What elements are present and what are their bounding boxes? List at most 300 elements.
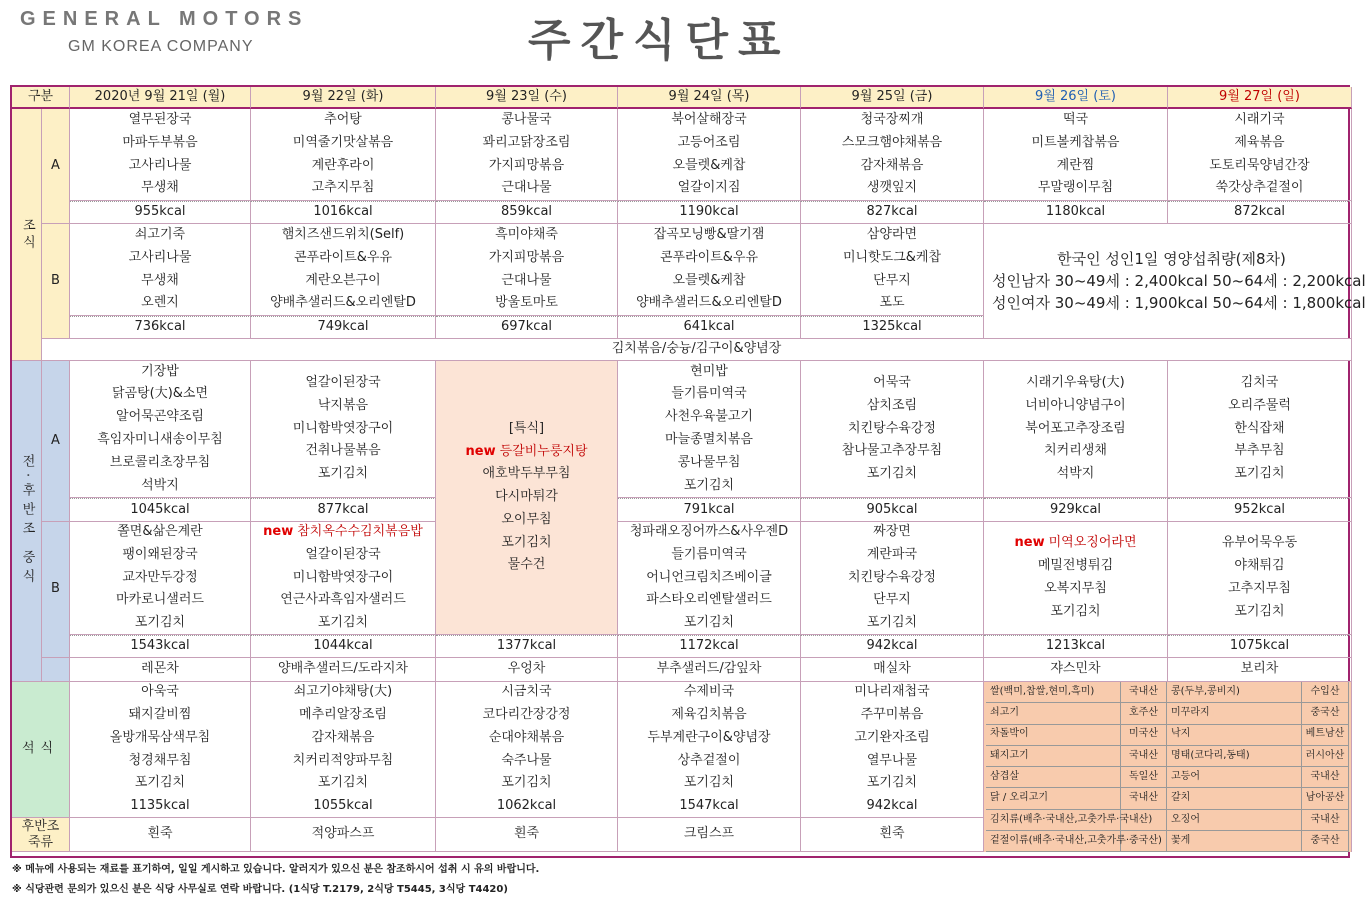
menu-item: 포기김치 (501, 775, 552, 791)
course-label: A (51, 432, 60, 448)
kcal-value: 1062kcal (496, 798, 557, 814)
breakfast-b-menu (251, 224, 436, 316)
breakfast-label (12, 109, 42, 361)
footer-notes (12, 860, 539, 900)
origin-country: 독일산 (1121, 767, 1167, 788)
breakfast-b-kcal (801, 316, 984, 339)
menu-item: 오렌지 (141, 295, 179, 311)
special-main (466, 441, 588, 464)
day-label: 9월 24일 (목) (668, 88, 750, 104)
menu-item: 꽈리고닭장조림 (482, 134, 571, 150)
drink-item: 레몬차 (141, 661, 179, 677)
menu-item: 청국장찌개 (860, 111, 924, 127)
dinner-menu (618, 682, 801, 818)
menu-item: 계란오븐구이 (305, 272, 381, 288)
kcal-value: 736kcal (134, 319, 186, 335)
menu-item: 흑미야채죽 (495, 226, 558, 242)
menu-item: 제육김치볶음 (671, 706, 747, 722)
menu-item: 방울토마토 (495, 295, 558, 311)
menu-item: 석박지 (141, 477, 179, 493)
menu-item: 치커리생채 (1044, 443, 1107, 459)
day-header (436, 87, 618, 109)
origin-country: 국내산 (1302, 767, 1349, 788)
course-label: B (51, 581, 60, 597)
kcal-value: 877kcal (317, 501, 369, 517)
menu-item: 포기김치 (683, 775, 735, 791)
menu-item: 포기김치 (134, 615, 186, 631)
new-badge: new (1014, 535, 1045, 551)
menu-item: 시래기우육탕(大) (1026, 375, 1125, 390)
day-header (984, 87, 1168, 109)
menu-item: 오리주물럭 (1228, 397, 1291, 413)
origin-country: 국내산 (1121, 682, 1167, 703)
lunch-a-kcal (1168, 498, 1352, 522)
breakfast-b-label (42, 224, 70, 339)
lunch-a-kcal (70, 498, 251, 522)
brand-subtitle: GM KOREA COMPANY (68, 38, 254, 55)
lunch-drink (984, 658, 1168, 682)
menu-item: 사천우육불고기 (665, 409, 753, 425)
kcal-value: 1045kcal (130, 501, 190, 517)
menu-item: 치킨탕수육강정 (848, 420, 936, 436)
day-header (1168, 87, 1352, 109)
menu-item: 청파래오징어까스&사우젠D (629, 524, 789, 540)
menu-item: 포기김치 (683, 615, 735, 631)
menu-item: 오믈렛&케찹 (672, 272, 746, 288)
breakfast-a-label (42, 109, 70, 224)
menu-item: 미니함박엿장구이 (292, 420, 394, 436)
menu-item: 고추지무침 (311, 180, 375, 196)
kcal-value: 1377kcal (496, 638, 557, 654)
lunch-drink (436, 658, 618, 682)
new-menu-item: 등갈비누룽지탕 (499, 443, 588, 459)
menu-item: 가지피망볶음 (488, 157, 565, 173)
lunch-a-menu (251, 361, 436, 498)
lunch-a-menu (70, 361, 251, 498)
origin-country: 국내산 (1121, 746, 1167, 767)
breakfast-a-kcal (1168, 201, 1352, 224)
breakfast-b-kcal (251, 316, 436, 339)
lunch-a-menu (984, 361, 1168, 498)
origin-country: 중국산 (1302, 703, 1349, 724)
menu-item: 계란찜 (1056, 157, 1095, 173)
lunch-a-kcal (801, 498, 984, 522)
menu-item: 너비아니양념구이 (1025, 397, 1126, 413)
late-menu (70, 818, 251, 852)
kcal-value: 929kcal (1049, 501, 1102, 517)
menu-item: 쫄면&삶은계란 (117, 524, 203, 540)
menu-item: 연근사과흑임자샐러드 (280, 592, 406, 608)
breakfast-a-menu (801, 109, 984, 201)
menu-item: 마카로니샐러드 (116, 592, 204, 608)
menu-item: 오이무침 (501, 511, 552, 527)
footer-note-contact: ※ 식당관련 문의가 있으신 분은 식당 사무실로 연락 바랍니다. (1식당 T.2179, 2식당 T5445, 3식당 T4420) (12, 884, 508, 895)
kcal-value: 859kcal (500, 204, 553, 220)
day-label: 9월 27일 (일) (1219, 88, 1300, 104)
origin-ingredient: 겉절이류(배추·국내산,고춧가루·중국산) (986, 831, 1121, 852)
menu-item: 파스타오리엔탈샐러드 (646, 592, 772, 608)
breakfast-a-menu (1168, 109, 1352, 201)
kcal-value: 1135kcal (130, 798, 190, 814)
menu-item: 미니핫도그&케찹 (842, 249, 942, 265)
breakfast-b-menu (801, 224, 984, 316)
menu-item: 낙지볶음 (317, 397, 369, 413)
menu-item: 다시마튀각 (495, 489, 558, 505)
kcal-value: 641kcal (683, 319, 735, 335)
nutrition-title: 한국인 성인1일 영양섭취량(제8차) (1057, 250, 1286, 268)
menu-item: 브로콜리초장무침 (109, 454, 211, 470)
dinner-label (12, 682, 70, 818)
new-menu-item: 참치옥수수김치볶음밥 (297, 524, 423, 540)
menu-item: 치킨탕수육강정 (848, 569, 936, 585)
menu-item: 메밀전병튀김 (1037, 558, 1114, 574)
kcal-value: 1044kcal (313, 638, 373, 654)
menu-item: 콘푸라이트&우유 (659, 249, 759, 265)
lunch-a-label (42, 361, 70, 522)
lunch-b-menu (618, 522, 801, 635)
menu-item: 제육볶음 (1234, 134, 1285, 150)
breakfast-a-kcal (801, 201, 984, 224)
menu-item: 가지피망볶음 (488, 249, 565, 265)
kcal-value: 1016kcal (313, 204, 373, 220)
menu-item: 순대야채볶음 (488, 729, 565, 745)
lunch-b-menu (1168, 522, 1352, 635)
origin-country: 베트남산 (1302, 725, 1349, 746)
menu-item: 양배추샐러드&오리엔탈D (270, 295, 416, 311)
menu-item: 김치국 (1240, 375, 1279, 390)
origin-country: 러시아산 (1302, 746, 1349, 767)
lunch-b-kcal (70, 635, 251, 658)
course-label: A (51, 157, 60, 173)
menu-item: 주꾸미볶음 (860, 706, 924, 722)
breakfast-common (42, 339, 1352, 361)
kcal-value: 791kcal (683, 501, 735, 517)
menu-item: 한식잡채 (1234, 420, 1285, 436)
lunch-a-kcal (618, 498, 801, 522)
kcal-value: 1190kcal (679, 204, 739, 220)
breakfast-b-menu (618, 224, 801, 316)
menu-item: 미트볼케찹볶음 (1031, 134, 1120, 150)
menu-item: 도토리묵양념간장 (1209, 157, 1310, 173)
lunch-b-kcal (984, 635, 1168, 658)
menu-item: 치커리적양파무침 (292, 752, 394, 768)
menu-item: 고등어조림 (677, 134, 741, 150)
lunch-drink (1168, 658, 1352, 682)
menu-item: 흑임자미니새송이무침 (97, 432, 223, 447)
menu-item: 아욱국 (141, 684, 179, 700)
breakfast-b-kcal (618, 316, 801, 339)
menu-item: 포기김치 (683, 477, 735, 493)
day-header (251, 87, 436, 109)
lunch-b-kcal (1168, 635, 1352, 658)
menu-item: 부추무침 (1234, 443, 1285, 459)
menu-item: 어묵국 (873, 375, 911, 390)
drink-item: 부추샐러드/감잎차 (656, 661, 762, 677)
kcal-value: 942kcal (866, 798, 918, 814)
lunch-a-kcal (984, 498, 1168, 522)
meal-label: 후반조 죽류 (21, 818, 60, 850)
lunch-b-kcal (251, 635, 436, 658)
meal-label: 석식 (21, 741, 60, 757)
menu-item: 콘푸라이트&우유 (293, 249, 393, 265)
day-label: 2020년 9월 21일 (월) (94, 88, 226, 104)
menu-table (10, 85, 1366, 858)
menu-item: 삼치조림 (866, 397, 918, 413)
dinner-menu (436, 682, 618, 818)
lunch-b-kcal (618, 635, 801, 658)
late-menu (618, 818, 801, 852)
breakfast-a-menu (984, 109, 1168, 201)
brand-logo: GENERAL MOTORS (20, 8, 309, 30)
late-item: 적양파스프 (311, 826, 375, 842)
menu-item: 근대나물 (501, 272, 552, 288)
menu-item: 추어탕 (324, 111, 362, 127)
menu-item: 숙주나물 (501, 752, 552, 768)
late-menu (251, 818, 436, 852)
menu-item: 물수건 (507, 557, 546, 573)
menu-item: 무생채 (141, 272, 179, 288)
menu-item: 돼지갈비찜 (128, 706, 192, 722)
menu-item: 떡국 (1062, 111, 1089, 127)
menu-item: 코다리간장강정 (482, 706, 571, 722)
menu-item: 교자만두강정 (122, 569, 198, 585)
breakfast-a-menu (618, 109, 801, 201)
lunch-drink (801, 658, 984, 682)
lunch-a-menu (618, 361, 801, 498)
menu-item: 단무지 (873, 592, 911, 608)
menu-item: 콩나물국 (501, 111, 552, 127)
origin-ingredient: 미꾸라지 (1167, 703, 1302, 724)
menu-item: 유부어묵우동 (1221, 535, 1298, 551)
lunch-label (12, 361, 42, 682)
menu-item: 들기름미역국 (671, 386, 747, 402)
late-label (12, 818, 70, 852)
origin-country: 미국산 (1121, 725, 1167, 746)
kcal-value: 872kcal (1233, 204, 1286, 220)
menu-item: 포도 (879, 295, 905, 311)
kcal-value: 1325kcal (862, 319, 922, 335)
menu-item: 기장밥 (141, 363, 179, 379)
kcal-value: 827kcal (866, 204, 918, 220)
menu-item: 쇠고기야채탕(大) (293, 684, 393, 700)
menu-item: 시래기국 (1234, 111, 1285, 127)
day-label: 9월 23일 (수) (486, 88, 567, 104)
special-kcal (436, 635, 618, 658)
origin-table (984, 682, 1352, 852)
menu-item: 포기김치 (1234, 603, 1285, 619)
menu-item: 현미밥 (690, 363, 728, 379)
menu-item (263, 521, 423, 544)
menu-item: 단무지 (873, 272, 911, 288)
menu-item: 어니언크림치즈베이글 (646, 569, 772, 585)
kcal-value: 1180kcal (1045, 204, 1106, 220)
late-item: 흰죽 (147, 826, 173, 842)
kcal-value: 942kcal (866, 638, 918, 654)
day-header (801, 87, 984, 109)
menu-item: 짜장면 (873, 524, 911, 540)
lunch-b-menu (801, 522, 984, 635)
origin-ingredient: 갈치 (1167, 788, 1302, 809)
kcal-value: 1055kcal (313, 798, 373, 814)
day-header (70, 87, 251, 109)
lunch-drink (70, 658, 251, 682)
category-label: 구분 (27, 88, 54, 104)
menu-item: 포기김치 (317, 775, 369, 791)
menu-item: 포기김치 (1050, 603, 1101, 619)
late-menu (801, 818, 984, 852)
menu-item: 생깻잎지 (866, 180, 918, 196)
lunch-b-menu (251, 522, 436, 635)
origin-country (1121, 831, 1167, 852)
menu-item: 북어포고추장조림 (1025, 420, 1126, 436)
breakfast-a-kcal (984, 201, 1168, 224)
lunch-drink (618, 658, 801, 682)
menu-item: 상추겉절이 (677, 752, 741, 768)
kcal-value: 952kcal (1233, 501, 1286, 517)
footer-note-allergy: ※ 메뉴에 사용되는 재료를 표기하여, 일일 게시하고 있습니다. 알러지가 있으신 분은 참조하시어 섭취 시 유의 바랍니다. (12, 864, 540, 875)
menu-item: 메추리알장조림 (299, 706, 387, 722)
origin-ingredient: 삼겹살 (986, 767, 1121, 788)
menu-item: 열무된장국 (128, 111, 192, 127)
origin-ingredient: 명태(코다리,동태) (1167, 746, 1302, 767)
dinner-menu (251, 682, 436, 818)
menu-item: 열무나물 (866, 752, 918, 768)
menu-item: 양배추샐러드&오리엔탈D (636, 295, 782, 311)
menu-item: 무생채 (141, 180, 179, 196)
menu-item: 계란후라이 (311, 157, 375, 173)
lunch-a-menu (801, 361, 984, 498)
kcal-value: 1213kcal (1045, 638, 1106, 654)
menu-item: 오복지무침 (1044, 581, 1107, 596)
menu-item: 얼갈이지짐 (677, 180, 741, 196)
menu-item: 고사리나물 (128, 249, 192, 265)
menu-item: 알어묵곤약조림 (116, 409, 204, 425)
menu-item: 포기김치 (317, 466, 369, 482)
menu-item: 얼갈이된장국 (305, 375, 381, 390)
menu-item: 석박지 (1056, 466, 1095, 482)
menu-item: 두부계란구이&양념장 (647, 729, 771, 745)
origin-country: 남아공산 (1302, 788, 1349, 809)
page-header (0, 0, 1353, 86)
breakfast-b-kcal (70, 316, 251, 339)
breakfast-a-kcal (618, 201, 801, 224)
day-label: 9월 22일 (화) (302, 88, 384, 104)
origin-ingredient: 오징어 (1167, 810, 1302, 831)
origin-ingredient: 고등어 (1167, 767, 1302, 788)
menu-item: 잡곡모닝빵&딸기잼 (653, 226, 765, 242)
drink-item: 보리차 (1240, 661, 1279, 677)
late-menu (436, 818, 618, 852)
menu-item: 무말랭이무침 (1037, 180, 1114, 196)
origin-country: 호주산 (1121, 703, 1167, 724)
menu-item: 쑥갓상추겉절이 (1215, 180, 1304, 196)
day-label: 9월 26일 (토) (1035, 88, 1116, 104)
menu-item: 근대나물 (501, 180, 552, 196)
page-title: 주간식단표 (528, 15, 791, 66)
special-tag: [특식] (508, 420, 545, 436)
menu-item: 계란파국 (866, 546, 918, 562)
menu-item: 포기김치 (501, 534, 552, 550)
menu-item: 청경채무침 (128, 752, 192, 768)
menu-item: 마늘종멸치볶음 (665, 432, 753, 447)
nutrition-info (984, 224, 1366, 339)
menu-item: 포기김치 (866, 466, 918, 482)
menu-item: 포기김치 (1234, 466, 1285, 482)
breakfast-a-menu (70, 109, 251, 201)
breakfast-b-menu (436, 224, 618, 316)
menu-item: 닭곰탕(大)&소면 (111, 386, 209, 402)
dinner-menu (801, 682, 984, 818)
menu-item: 고추지무침 (1228, 581, 1291, 596)
new-badge: new (465, 443, 496, 459)
kcal-value: 905kcal (866, 501, 918, 517)
breakfast-a-menu (436, 109, 618, 201)
menu-item: 고사리나물 (128, 157, 192, 173)
breakfast-a-menu (251, 109, 436, 201)
origin-ingredient: 닭 / 오리고기 (986, 788, 1121, 809)
kcal-value: 697kcal (500, 319, 553, 335)
lunch-b-menu (984, 522, 1168, 635)
new-menu-item: 미역오징어라면 (1048, 535, 1137, 551)
origin-ingredient: 김치류(배추·국내산,고춧가루·국내산) (986, 810, 1121, 831)
menu-item: 감자채볶음 (860, 157, 924, 173)
breakfast-a-kcal (70, 201, 251, 224)
lunch-b-menu (70, 522, 251, 635)
origin-ingredient: 쇠고기 (986, 703, 1121, 724)
drink-item: 쟈스민차 (1050, 661, 1101, 677)
lunch-b-label (42, 522, 70, 658)
menu-item: 마파두부볶음 (122, 134, 198, 150)
origin-ingredient: 쌀(백미,찹쌀,현미,흑미) (986, 682, 1121, 703)
origin-ingredient: 돼지고기 (986, 746, 1121, 767)
menu-item: 햄치즈샌드위치(Self) (281, 226, 405, 242)
menu-item: 들기름미역국 (671, 546, 747, 562)
menu-item: 포기김치 (866, 775, 918, 791)
menu-item: 건취나물볶음 (305, 443, 381, 459)
menu-item: 스모크햄야채볶음 (841, 134, 943, 150)
menu-item: 올방개묵삼색무침 (109, 729, 211, 745)
late-item: 흰죽 (513, 826, 540, 842)
category-header (12, 87, 70, 109)
lunch-drink (251, 658, 436, 682)
kcal-value: 1543kcal (130, 638, 190, 654)
kcal-value: 749kcal (317, 319, 369, 335)
menu-item: 미니함박엿장구이 (292, 569, 394, 585)
lunch-a-kcal (251, 498, 436, 522)
lunch-a-menu (1168, 361, 1352, 498)
drink-item: 우엉차 (507, 661, 546, 677)
menu-item (1015, 532, 1137, 555)
kcal-value: 1172kcal (679, 638, 739, 654)
origin-country (1121, 810, 1167, 831)
nutrition-female: 성인여자 30~49세 : 1,900kcal 50~64세 : 1,800kcal (992, 294, 1366, 312)
kcal-value: 955kcal (134, 204, 186, 220)
menu-item: 오믈렛&케찹 (672, 157, 746, 173)
origin-country: 중국산 (1302, 831, 1349, 852)
origin-country: 국내산 (1121, 788, 1167, 809)
menu-item: 수제비국 (683, 684, 735, 700)
menu-item: 쇠고기죽 (134, 226, 186, 242)
menu-item: 얼갈이된장국 (305, 546, 381, 562)
new-badge: new (263, 524, 294, 540)
day-header (618, 87, 801, 109)
origin-ingredient: 콩(두부,콩비지) (1167, 682, 1302, 703)
nutrition-male: 성인남자 30~49세 : 2,400kcal 50~64세 : 2,200kcal (992, 272, 1366, 290)
meal-label: 전·후반조 중식 (19, 453, 35, 589)
menu-item: 포기김치 (317, 615, 369, 631)
menu-item: 삼양라면 (866, 226, 918, 242)
origin-country: 수입산 (1302, 682, 1349, 703)
